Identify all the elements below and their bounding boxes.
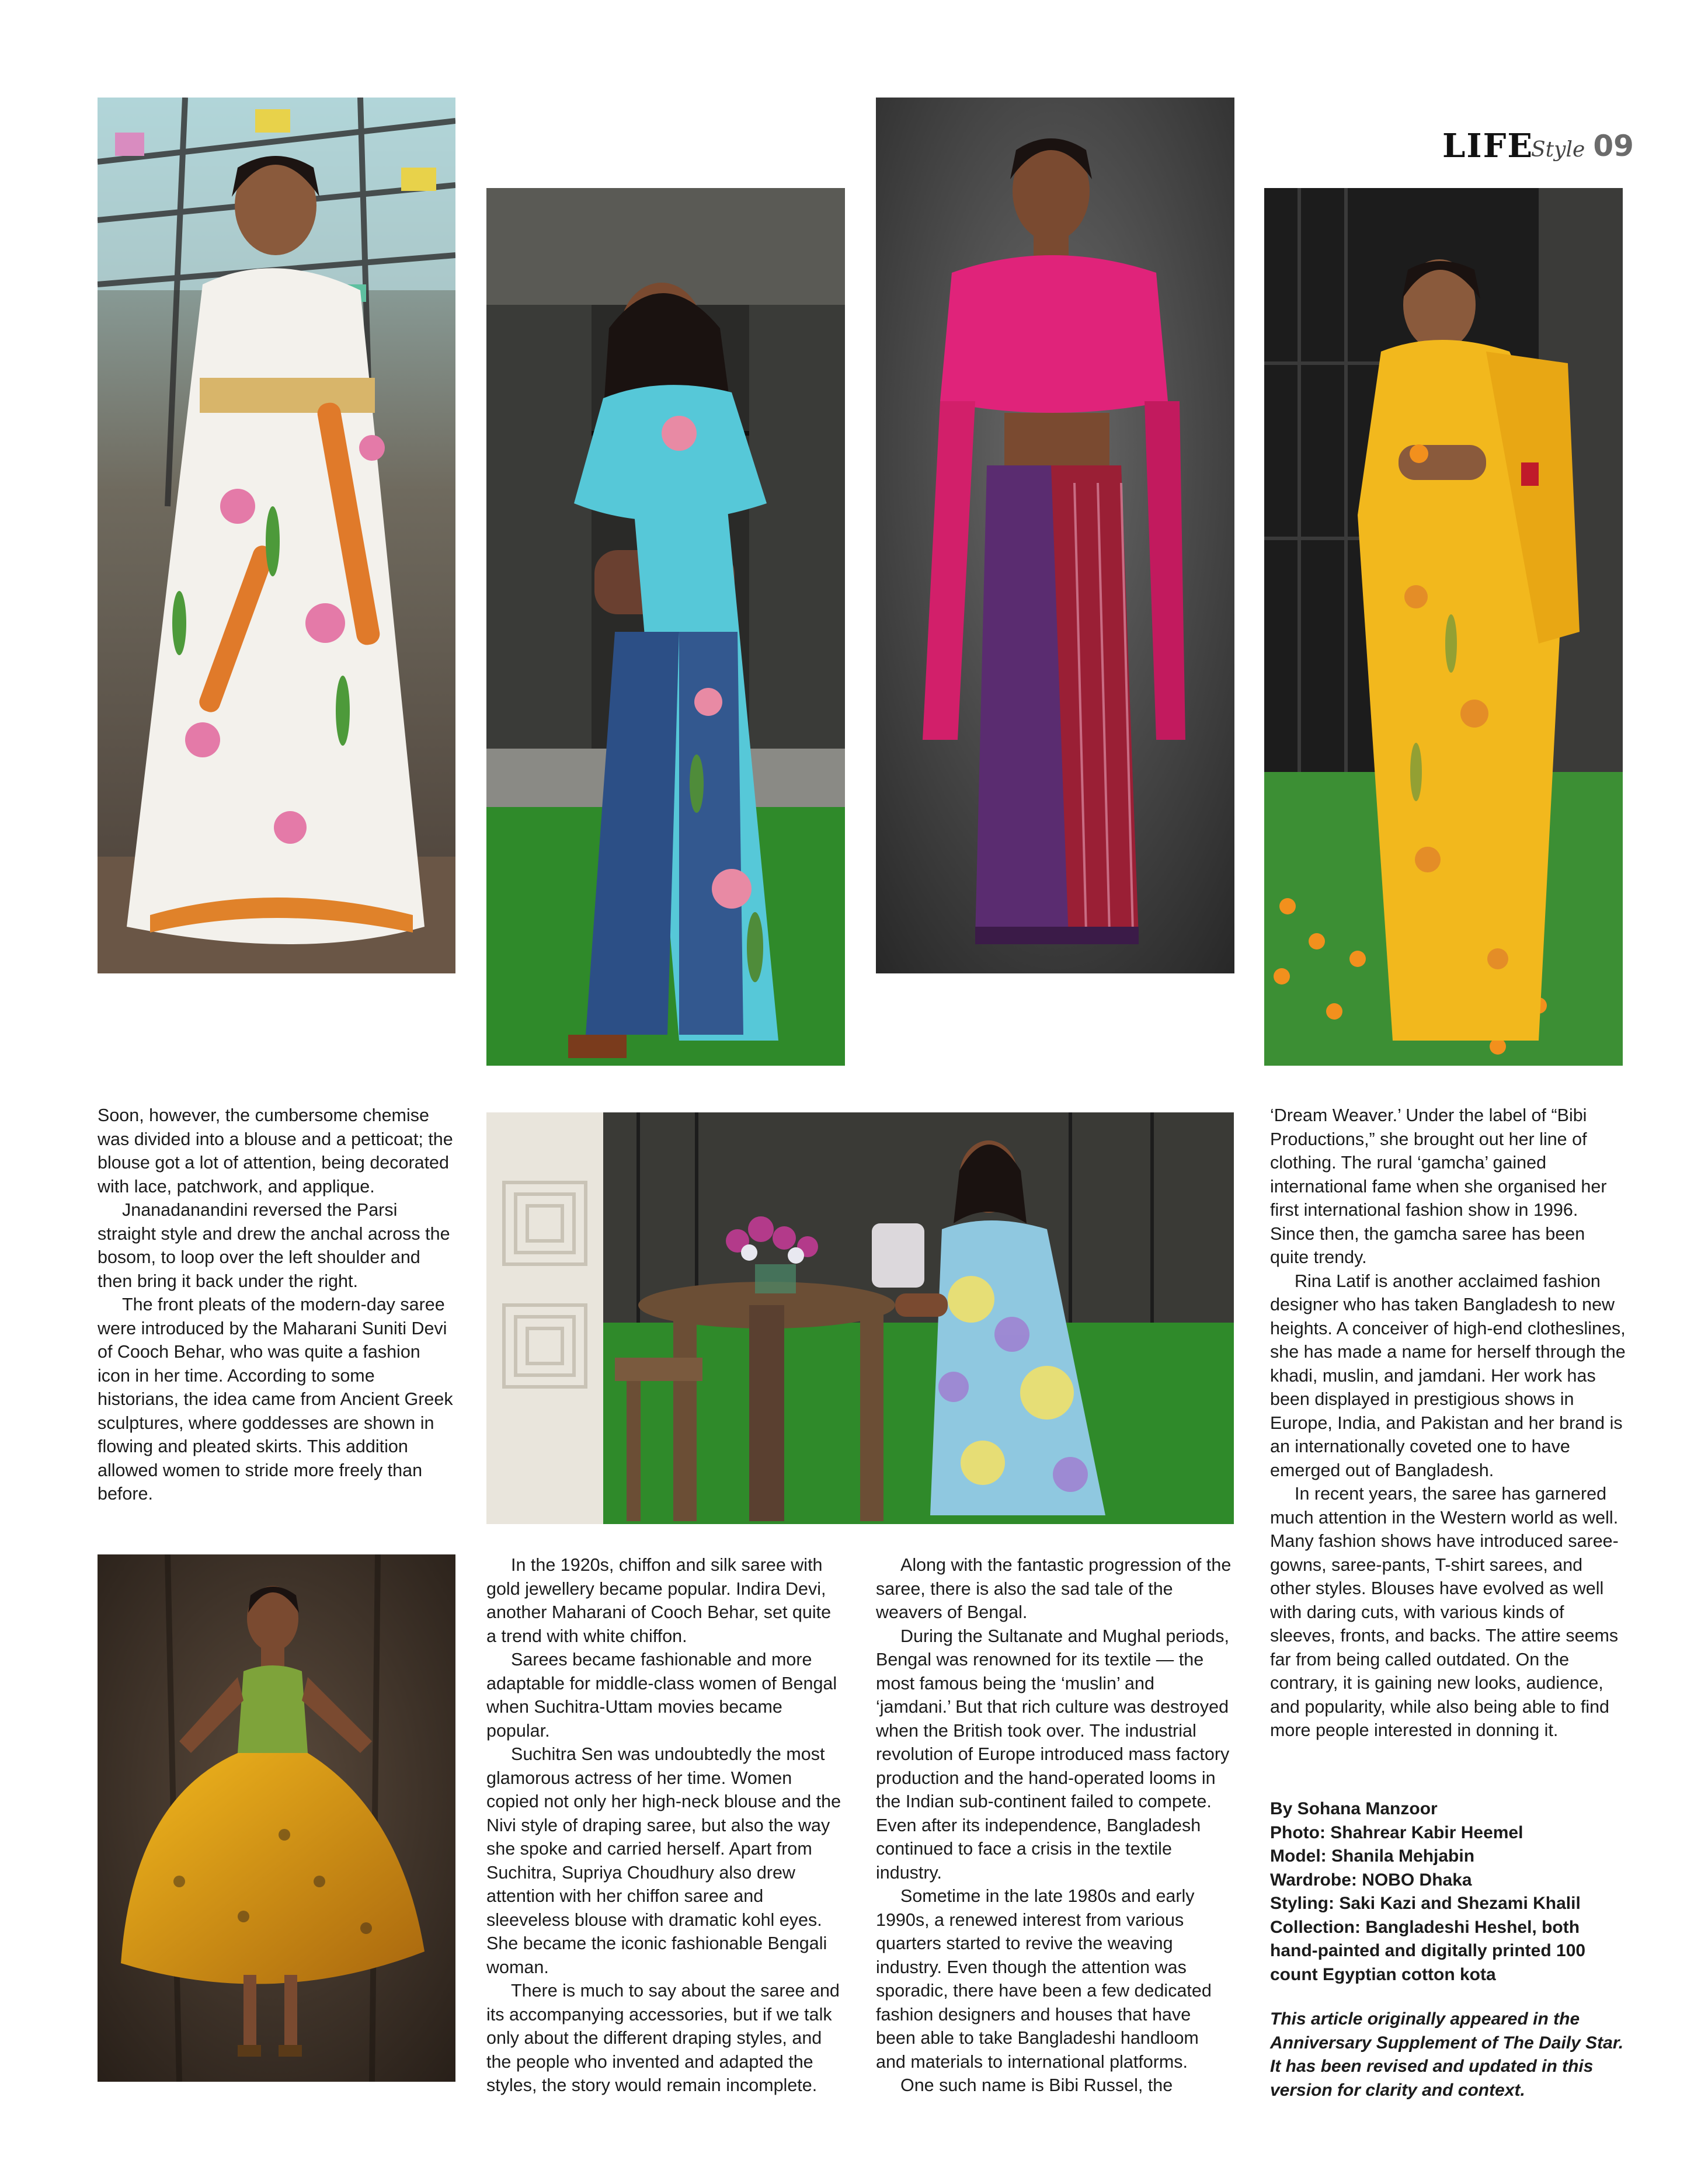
photo-table-scene-saree	[486, 1112, 1234, 1524]
credit-byline: By Sohana Manzoor	[1270, 1799, 1438, 1818]
paragraph: In the 1920s, chiffon and silk saree with gold jewellery became popular. Indira Devi, another Maharani of Cooch Behar, set quite a trend with white chiffon.	[486, 1555, 832, 1646]
article-column-middle	[486, 1553, 844, 2098]
paragraph: Soon, however, the cumbersome chemise was divided into a blouse and a petticoat; the blouse got a lot of attention, being decorated with lace, patchwork, and applique.	[98, 1105, 453, 1196]
credit-photo: Photo: Shahrear Kabir Heemel	[1270, 1822, 1523, 1842]
paragraph: There is much to say about the saree and its accompanying accessories, but if we talk only about the different draping styles, and the people who invented and adapted the styles, the story would remain incomplete.	[486, 1981, 840, 2095]
photo-white-floral-saree-image	[98, 98, 455, 973]
credit-wardrobe: Wardrobe: NOBO Dhaka	[1270, 1870, 1472, 1890]
article-column-right	[1270, 1104, 1627, 1742]
article-note	[1270, 2008, 1626, 2102]
photo-yellow-saree	[1264, 188, 1623, 1066]
masthead-section: Style	[1531, 137, 1585, 162]
photo-turquoise-saree	[486, 188, 845, 1066]
paragraph: During the Sultanate and Mughal periods, Bengal was renowned for its textile — the most famous being the ‘muslin’ and ‘jamdani.’ But that rich culture was destroyed when the British took over. The industrial revolution of Europe introduced mass factory production and the hand-operated looms in the Indian sub-continent failed to compete. Even after its independence, Bangladesh continued to face a crisis in the textile industry.	[876, 1626, 1230, 1883]
masthead	[1442, 126, 1634, 166]
photo-turquoise-saree-image	[486, 188, 845, 1066]
paragraph: ‘Dream Weaver.’ Under the label of “Bibi Productions,” she brought out her line of clothing. The rural ‘gamcha’ gained international fame when she organised her first international fashion show in 1996. Since then, the gamcha saree has been quite trendy.	[1270, 1105, 1607, 1267]
paragraph: Suchitra Sen was undoubtedly the most glamorous actress of her time. Women copied not only her high-neck blouse and the Nivi style of draping saree, but also the way she spoke and carried herself. Apart from Suchitra, Supriya Choudhury also drew attention with her chiffon saree and sleeveless blouse with dramatic kohl eyes. She became the iconic fashionable Bengali woman.	[486, 1744, 841, 1977]
photo-pink-drape-saree	[876, 98, 1234, 973]
photo-pink-drape-saree-image	[876, 98, 1234, 973]
photo-gold-flowing-saree	[98, 1554, 455, 2082]
paragraph: Along with the fantastic progression of the saree, there is also the sad tale of the weavers of Bengal.	[876, 1555, 1232, 1622]
note-text: This article originally appeared in the Anniversary Supplement of The Daily Star. It has been revised and updated in this version for clarity and context.	[1270, 2009, 1624, 2100]
photo-table-scene-saree-image	[486, 1112, 1234, 1524]
paragraph: Rina Latif is another acclaimed fashion designer who has taken Bangladesh to new heights. A conceiver of high-end clotheslines, she has made a name for herself through the khadi, muslin, and jamdani. Her work has been displayed in prestigious shows in Europe, India, and Pakistan and her brand is an internationally coveted one to have emerged out of Bangladesh.	[1270, 1271, 1626, 1480]
paragraph: In recent years, the saree has garnered much attention in the Western world as well. Many fashion shows have introduced saree-gowns, saree-pants, T-shirt sarees, and other styles. Blouses have evolved as well with daring cuts, with various kinds of sleeves, fronts, and backs. The attire seems far from being called outdated. On the contrary, it is gaining new looks, audience, and popularity, while also being able to find more people interested in donning it.	[1270, 1484, 1619, 1740]
credit-model: Model: Shanila Mehjabin	[1270, 1846, 1475, 1866]
paragraph: Sometime in the late 1980s and early 1990s, a renewed interest from various quarters started to revive the weaving industry. Even though the attention was sporadic, there have been a few dedicated fashion designers and houses that have been able to take Bangladeshi handloom and materials to international platforms.	[876, 1886, 1212, 2072]
credit-collection: Collection: Bangladeshi Heshel, both hand-painted and digitally printed 100 count Egyptian cotton kota	[1270, 1917, 1586, 1984]
photo-yellow-saree-image	[1264, 188, 1623, 1066]
page-number: 09	[1593, 129, 1634, 163]
photo-white-floral-saree	[98, 98, 455, 973]
photo-credits	[1270, 1797, 1626, 1987]
masthead-brand: LIFE	[1442, 127, 1534, 165]
paragraph: One such name is Bibi Russel, the	[900, 2075, 1173, 2095]
credit-styling: Styling: Saki Kazi and Shezami Khalil	[1270, 1894, 1581, 1913]
paragraph: Jnanadanandini reversed the Parsi straight style and drew the anchal across the bosom, to loop over the left shoulder and then bring it back under the right.	[98, 1200, 450, 1291]
article-column-third	[876, 1553, 1233, 2098]
paragraph: The front pleats of the modern-day saree were introduced by the Maharani Suniti Devi of Cooch Behar, who was quite a fashion icon in her time. According to some historians, the idea came from Ancient Greek sculptures, where goddesses are shown in flowing and pleated skirts. This addition allowed women to stride more freely than before.	[98, 1295, 453, 1504]
photo-gold-flowing-saree-image	[98, 1554, 455, 2082]
paragraph: Sarees became fashionable and more adaptable for middle-class women of Bengal when Suchitra-Uttam movies became popular.	[486, 1650, 837, 1741]
article-column-left	[98, 1104, 455, 1506]
